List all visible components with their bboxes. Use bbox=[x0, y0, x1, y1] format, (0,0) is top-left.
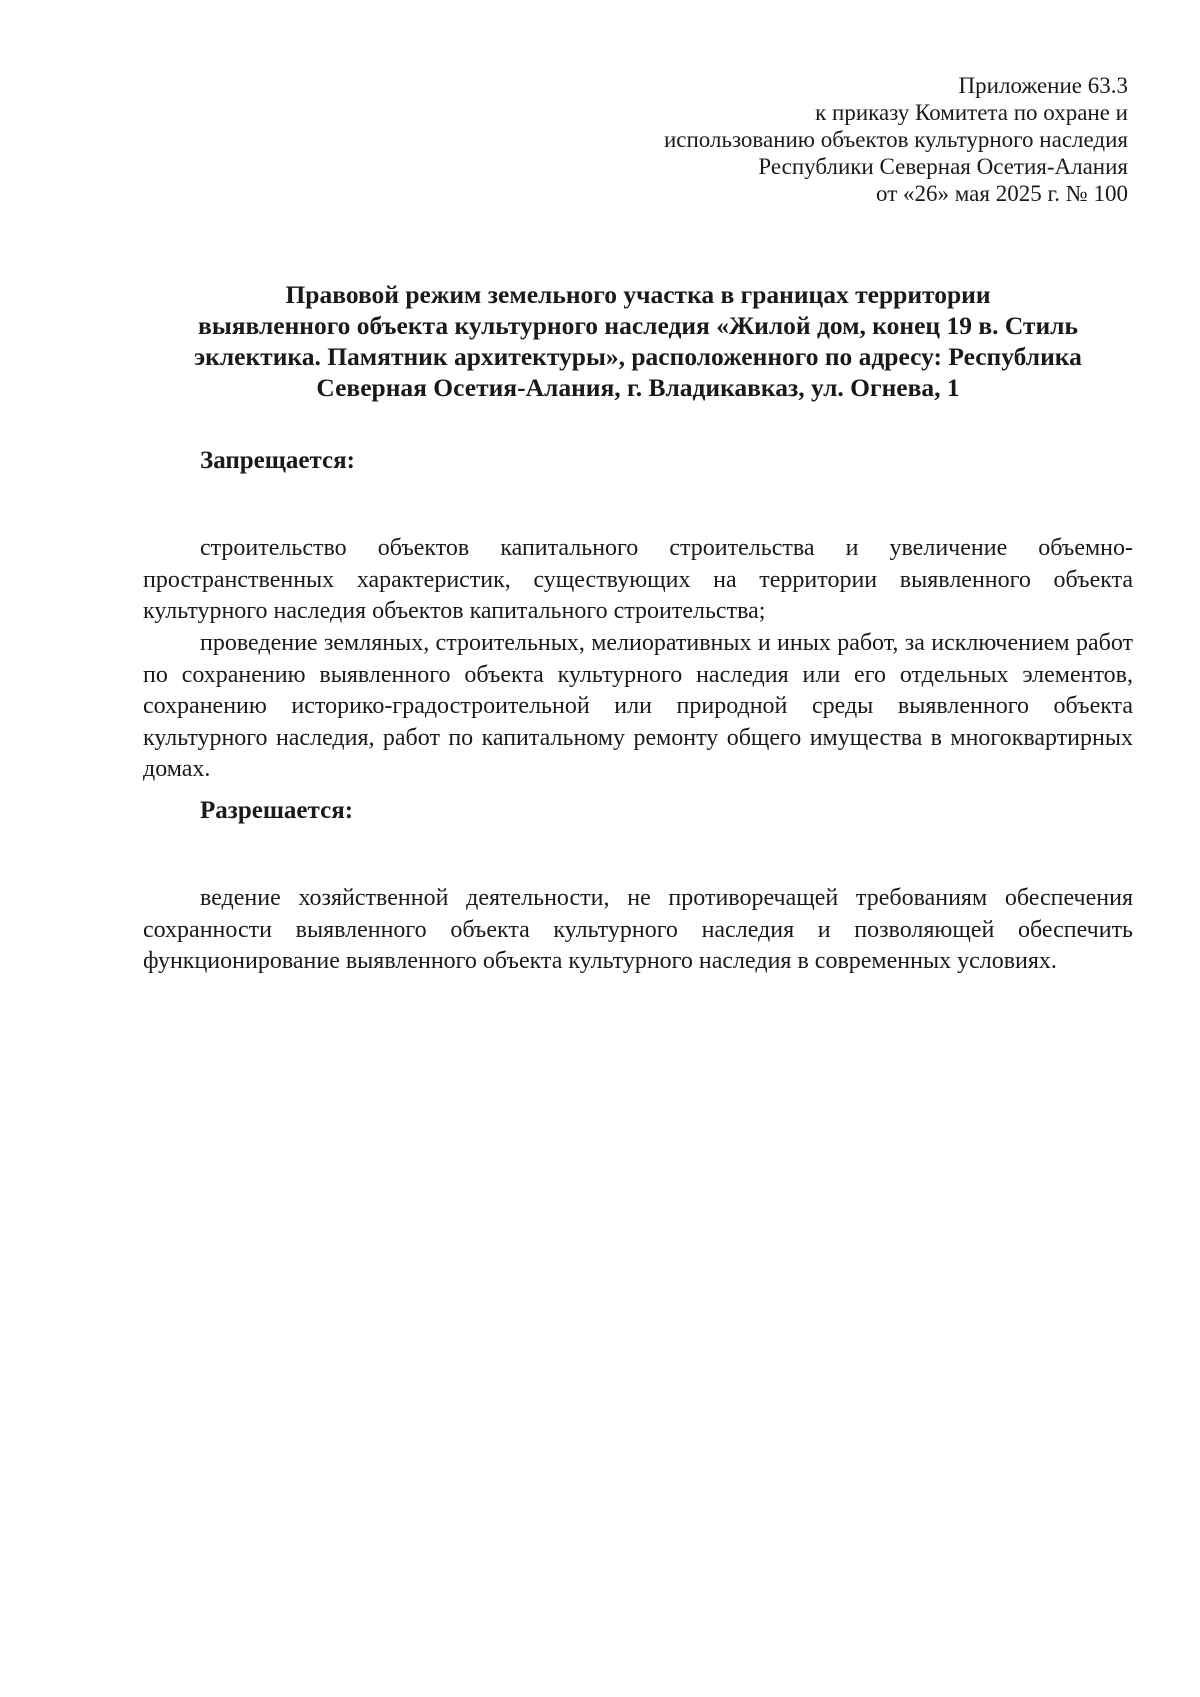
appendix-republic-line: Республики Северная Осетия-Алания bbox=[758, 154, 1128, 179]
document-title bbox=[140, 279, 1136, 403]
allowed-heading: Разрешается: bbox=[200, 797, 354, 824]
forbidden-item-paragraph: строительство объектов капитального строительства и увеличение объемно-пространственных характеристик, существующих на территории выявленного объекта культурного наследия объектов капитального строительства; bbox=[143, 535, 1133, 624]
appendix-committee-line: использованию объектов культурного наследия bbox=[663, 127, 1128, 152]
title-line: Правовой режим земельного участка в границах территории bbox=[285, 280, 991, 309]
appendix-order-line: к приказу Комитета по охране и bbox=[815, 100, 1128, 125]
appendix-number: Приложение 63.3 bbox=[958, 73, 1128, 98]
appendix-date-line: от «26» мая 2025 г. № 100 bbox=[876, 181, 1128, 206]
title-line: Северная Осетия-Алания, г. Владикавказ, ул. Огнева, 1 bbox=[316, 373, 960, 402]
forbidden-item-paragraph: проведение земляных, строительных, мелиоративных и иных работ, за исключением работ по сохранению выявленного объекта культурного наследия или его отдельных элементов, сохранению историко-градостроительной или природной среды выявленного объекта культурного наследия, работ по капитальному ремонту общего имущества в многоквартирных домах. bbox=[143, 630, 1133, 782]
title-line: эклектика. Памятник архитектуры», расположенного по адресу: Республика bbox=[194, 342, 1082, 371]
allowed-item-paragraph: ведение хозяйственной деятельности, не противоречащей требованиям обеспечения сохранности выявленного объекта культурного наследия и позволяющей обеспечить функционирование выявленного объекта культурного наследия в современных условиях. bbox=[143, 885, 1133, 974]
appendix-reference bbox=[568, 72, 1128, 207]
forbidden-heading: Запрещается: bbox=[200, 447, 356, 474]
title-line: выявленного объекта культурного наследия «Жилой дом, конец 19 в. Стиль bbox=[198, 311, 1078, 340]
